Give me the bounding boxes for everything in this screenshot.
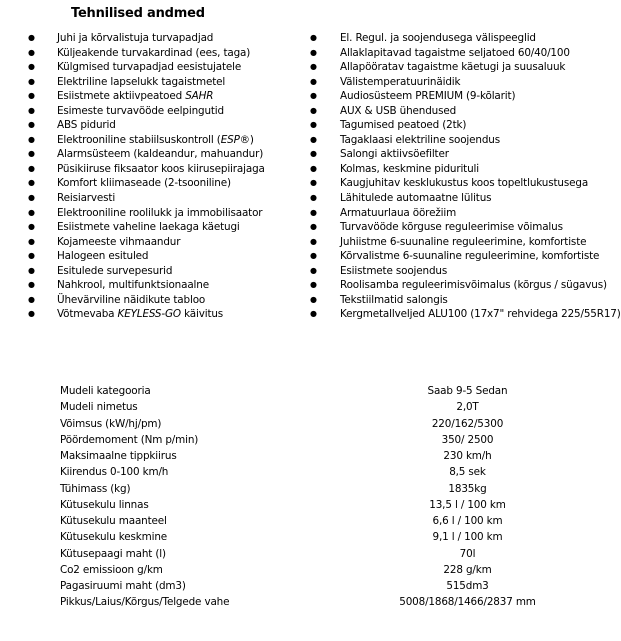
spec-label: Mudeli kategooria [60, 385, 151, 398]
list-item [28, 220, 310, 235]
feature-label: Allaklapitavad tagaistme seljatoed 60/40/100 [340, 46, 570, 59]
feature-label: Nahkrool, multifunktsionaalne [57, 279, 209, 292]
spec-label: Pagasiruumi maht (dm3) [60, 580, 186, 593]
list-item [28, 176, 310, 191]
feature-label: ABS pidurid [57, 119, 116, 132]
list-item [28, 206, 310, 221]
table-row [60, 529, 555, 545]
bullet-icon: ● [28, 47, 35, 57]
feature-label: Küljeakende turvakardinad (ees, taga) [57, 46, 251, 59]
feature-label: Tekstiilmatid salongis [340, 293, 448, 306]
list-item [28, 31, 310, 46]
bullet-icon: ● [28, 280, 35, 290]
bullet-icon: ● [28, 236, 35, 246]
list-item [28, 133, 310, 148]
list-item [28, 89, 310, 104]
list-item [310, 104, 573, 119]
feature-label: Elektrooniline stabiilsuskontroll (ESP®) [57, 133, 254, 146]
feature-label: Lähitulede automaatne lülitus [340, 192, 492, 205]
bullet-icon: ● [310, 91, 317, 101]
feature-label: El. Regul. ja soojendusega välispeeglid [340, 32, 536, 44]
feature-label: Esiistmete vaheline laekaga käetugi [57, 221, 240, 234]
bullet-icon: ● [28, 105, 35, 115]
feature-label: Võtmevaba KEYLESS-GO käivitus [57, 308, 224, 321]
list-item [310, 31, 573, 46]
list-item [28, 191, 310, 206]
bullet-icon: ● [28, 178, 35, 188]
features-right-list [310, 31, 621, 322]
table-row [60, 432, 555, 448]
bullet-icon: ● [28, 33, 35, 42]
table-row [60, 578, 555, 594]
spec-value: 1835kg [448, 482, 487, 495]
feature-label: Salongi aktiivsöefilter [340, 148, 449, 161]
feature-label: AUX & USB ühendused [340, 104, 457, 117]
feature-label: Välistemperatuurinäidik [340, 75, 461, 88]
spec-label: Kiirendus 0-100 km/h [60, 466, 169, 479]
table-row [60, 383, 555, 399]
spec-value: 13,5 l / 100 km [429, 498, 506, 511]
list-item [310, 307, 621, 322]
list-item [310, 293, 573, 308]
list-item [310, 147, 573, 162]
page-title: Tehnilised andmed [71, 6, 205, 21]
feature-label: Esimeste turvavööde eelpingutid [57, 104, 224, 117]
list-item [310, 133, 573, 148]
table-row [60, 416, 555, 432]
list-item [310, 60, 573, 75]
feature-label: Tagaklaasi elektriline soojendus [340, 133, 500, 146]
bullet-icon: ● [28, 294, 35, 304]
list-item [310, 278, 607, 293]
bullet-icon: ● [28, 193, 35, 203]
spec-value: 8,5 sek [449, 466, 486, 479]
feature-label: Kojameeste vihmaandur [57, 235, 181, 248]
feature-label: Komfort kliimaseade (2-tsooniline) [57, 177, 231, 190]
spec-value: 228 g/km [443, 563, 492, 576]
bullet-icon: ● [28, 309, 35, 319]
feature-label: Roolisamba reguleerimisvõimalus (kõrgus / sügavus) [340, 279, 607, 292]
specs-table [60, 383, 555, 611]
list-item [310, 46, 573, 61]
bullet-icon: ● [28, 134, 35, 144]
bullet-icon: ● [28, 120, 35, 130]
list-item [310, 118, 573, 133]
spec-value: 350/ 2500 [441, 433, 494, 446]
list-item [28, 118, 310, 133]
spec-value: 6,6 l / 100 km [432, 515, 503, 528]
table-row [60, 513, 555, 529]
feature-label: Esiistmete soojendus [340, 264, 448, 277]
list-item [310, 176, 589, 191]
spec-label: Kütusekulu keskmine [60, 531, 168, 544]
bullet-icon: ● [28, 91, 35, 101]
spec-label: Kütusekulu linnas [60, 498, 149, 511]
features-left-list [28, 31, 310, 322]
table-row [60, 464, 555, 480]
spec-value: Saab 9-5 Sedan [427, 385, 508, 398]
list-item [310, 89, 573, 104]
spec-value: 70l [459, 547, 476, 560]
bullet-icon: ● [28, 265, 35, 275]
spec-label: Pöördemoment (Nm p/min) [60, 433, 199, 446]
feature-label: Ühevärviline näidikute tabloo [57, 293, 206, 306]
bullet-icon: ● [310, 207, 317, 217]
feature-label: Reisiarvesti [57, 192, 116, 205]
bullet-icon: ● [310, 105, 317, 115]
list-item [28, 249, 310, 264]
spec-value: 515dm3 [446, 580, 489, 593]
feature-label: Juhi ja kõrvalistuja turvapadjad [57, 32, 214, 44]
list-item [310, 162, 573, 177]
spec-label: Võimsus (kW/hj/pm) [60, 417, 162, 430]
list-item [28, 264, 310, 279]
bullet-icon: ● [28, 207, 35, 217]
list-item [310, 264, 573, 279]
list-item [310, 191, 573, 206]
list-item [28, 162, 310, 177]
bullet-icon: ● [310, 76, 317, 86]
bullet-icon: ● [310, 222, 317, 232]
feature-label: Halogeen esituled [57, 250, 149, 263]
bullet-icon: ● [28, 76, 35, 86]
bullet-icon: ● [28, 149, 35, 159]
table-row [60, 481, 555, 497]
list-item [28, 46, 310, 61]
list-item [310, 235, 587, 250]
spec-label: Pikkus/Laius/Kõrgus/Telgede vahe [60, 596, 230, 609]
feature-label: Kolmas, keskmine piduritulі [340, 162, 480, 175]
list-item [28, 147, 310, 162]
bullet-icon: ● [310, 280, 317, 290]
bullet-icon: ● [28, 62, 35, 72]
table-row [60, 594, 555, 610]
table-row [60, 399, 555, 415]
feature-label: Turvavööde kõrguse reguleerimise võimalus [340, 221, 563, 234]
bullet-icon: ● [310, 33, 317, 42]
spec-value: 220/162/5300 [431, 417, 504, 430]
feature-label: Allapööratav tagaistme käetugi ja suusaluuk [340, 61, 566, 74]
spec-label: Co2 emissioon g/km [60, 563, 163, 576]
feature-label: Audiosüsteem PREMIUM (9-kõlarit) [340, 90, 516, 103]
spec-value: 2,0T [456, 401, 479, 414]
feature-label: Kõrvalistme 6-suunaline reguleerimine, komfortiste [340, 250, 600, 263]
list-item [28, 75, 310, 90]
spec-label: Mudeli nimetus [60, 401, 138, 414]
table-row [60, 497, 555, 513]
bullet-icon: ● [28, 163, 35, 173]
feature-label: Esiistmete aktiivpeatoed SAHR [57, 90, 214, 103]
list-item [28, 307, 310, 322]
bullet-icon: ● [310, 149, 317, 159]
table-row [60, 448, 555, 464]
spec-value: 9,1 l / 100 km [432, 531, 503, 544]
bullet-icon: ● [310, 309, 317, 319]
spec-label: Tühimass (kg) [60, 482, 131, 495]
feature-label: Juhiistme 6-suunaline reguleerimine, komfortiste [340, 235, 587, 248]
feature-label: Alarmsüsteem (kaldeandur, mahuandur) [57, 148, 264, 161]
list-item [28, 235, 310, 250]
table-row [60, 546, 555, 562]
bullet-icon: ● [310, 120, 317, 130]
bullet-icon: ● [310, 251, 317, 261]
spec-value: 230 km/h [443, 450, 492, 463]
list-item [310, 206, 573, 221]
bullet-icon: ● [310, 178, 317, 188]
list-item [28, 278, 310, 293]
list-item [28, 60, 310, 75]
feature-label: Tagumised peatoed (2tk) [340, 119, 467, 132]
bullet-icon: ● [310, 62, 317, 72]
feature-label: Külgmised turvapadjad eesistujatele [57, 61, 242, 74]
spec-label: Maksimaalne tippkiirus [60, 450, 177, 463]
list-item [310, 75, 573, 90]
features-section [28, 31, 621, 322]
spec-value: 5008/1868/1466/2837 mm [399, 596, 536, 609]
list-item [310, 249, 600, 264]
feature-label: Elektrooniline roolilukk ja immobilisaator [57, 206, 263, 219]
bullet-icon: ● [310, 47, 317, 57]
table-row [60, 562, 555, 578]
list-item [28, 104, 310, 119]
bullet-icon: ● [28, 251, 35, 261]
bullet-icon: ● [310, 294, 317, 304]
spec-label: Kütusepaagi maht (l) [60, 547, 166, 560]
feature-label: Kergmetallveljed ALU100 (17x7" rehvidega 225/55R17) [340, 308, 621, 321]
feature-label: Püsikiiruse fiksaator koos kiirusepiirajaga [57, 162, 265, 175]
list-item [28, 293, 310, 308]
spec-label: Kütusekulu maanteel [60, 515, 167, 528]
feature-label: Kaugjuhitav kesklukustus koos topeltlukustusega [340, 177, 589, 190]
feature-label: Esitulede survepesurid [57, 264, 173, 277]
feature-label: Armatuurlaua öörežiim [340, 206, 457, 219]
bullet-icon: ● [28, 222, 35, 232]
bullet-icon: ● [310, 134, 317, 144]
bullet-icon: ● [310, 236, 317, 246]
bullet-icon: ● [310, 193, 317, 203]
bullet-icon: ● [310, 163, 317, 173]
bullet-icon: ● [310, 265, 317, 275]
list-item [310, 220, 573, 235]
feature-label: Elektriline lapselukk tagaistmetel [57, 75, 226, 88]
